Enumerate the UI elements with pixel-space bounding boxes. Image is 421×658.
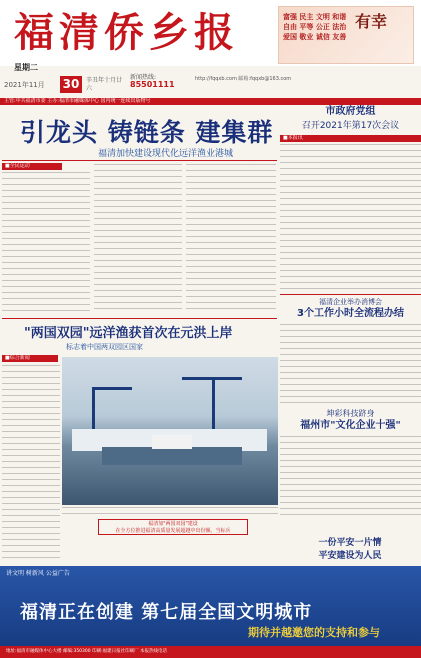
ad-tagline: 讲文明 树新风 公益广告 (6, 570, 70, 577)
divider (280, 294, 421, 295)
hotline-box (130, 74, 190, 94)
article-column (280, 436, 421, 520)
footer-bar: 地址:福清市融媒体中心大楼 邮编:350300 印刷:福建日报社印刷厂 本报热线电话 (0, 646, 421, 658)
news-title: 福清企业举办消博会 (319, 298, 382, 306)
peace-slogan (286, 537, 414, 563)
feature-rule (2, 318, 277, 319)
ad-slogan: 福清正在创建 第七届全国文明城市 (20, 602, 313, 623)
core-values-line: 爱国 敬业 诚信 友善 (283, 33, 347, 41)
article-column (280, 144, 421, 292)
section-label: ■本报讯 (280, 135, 421, 142)
article-column (2, 365, 60, 560)
hotline-number: 85501111 (130, 80, 175, 89)
newspaper-title: 福清侨乡报 (14, 9, 239, 56)
ship-bridge (152, 435, 192, 449)
main-headline: 引龙头 铸链条 建集群 (20, 118, 274, 147)
news-subtitle: 召开2021年第17次会议 (301, 121, 400, 131)
issue-date: 2021年11月 (4, 81, 45, 89)
promo-box (278, 6, 414, 64)
feature-caption-box (98, 519, 248, 535)
hotline-label: 新闻热线: (130, 74, 157, 81)
caption-line: 福清加"两国双园"建设 (148, 521, 198, 527)
lunar-date: 辛丑年十月廿六 (86, 77, 123, 92)
crane-arm (92, 387, 132, 390)
core-values-line: 富强 民主 文明 和谐 (283, 13, 347, 21)
section-label: ■全民运动 (2, 163, 62, 170)
article-column (2, 172, 90, 312)
section-label: ■综合新闻 (2, 355, 58, 362)
feature-headline: "两国双园"远洋渔获首次在元洪上岸 (24, 326, 233, 341)
issue-day: 30 (60, 76, 82, 93)
weekday: 星期二 (14, 63, 38, 72)
publisher-bar: 主管:中共福清市委 主办:福清市融媒体中心 国内统一连续出版物号 (0, 98, 421, 105)
core-values-list (283, 12, 347, 42)
peace-line: 平安建设为人民 (318, 551, 382, 561)
crane-arm (182, 377, 242, 380)
main-subheadline: 福清加快建设现代化远洋渔业港城 (98, 149, 234, 159)
news-title: 市政府党组 (325, 106, 376, 117)
news-subtitle: 3个工作小时全流程办结 (297, 308, 404, 319)
right-sidebar (280, 105, 421, 520)
article-column (186, 164, 276, 312)
headline-rule (2, 160, 277, 161)
news-title: 坤彩科技跻身 (326, 409, 375, 418)
promo-calligraphy: 有幸 (355, 12, 388, 31)
peace-line: 一份平安一片情 (318, 538, 382, 548)
caption-line: 在全方位推进福清高质量发展超越中出份额、当标兵 (115, 528, 231, 534)
website-info: http://fqqxb.com 邮箱:fqqxb@163.com (195, 76, 292, 82)
core-values-line: 自由 平等 公正 法治 (283, 23, 347, 31)
feature-subheadline: 标志着中国两双园区国家 (66, 343, 143, 351)
news-subtitle: 福州市"文化企业十强" (300, 420, 401, 431)
ship-hull (102, 447, 242, 465)
article-column (280, 324, 421, 404)
article-column (94, 164, 182, 312)
harbor-photo (62, 357, 278, 505)
article-column (62, 507, 278, 517)
crane-mast (212, 377, 215, 437)
ad-slogan-sub: 期待并越邀您的支持和参与 (248, 626, 380, 639)
